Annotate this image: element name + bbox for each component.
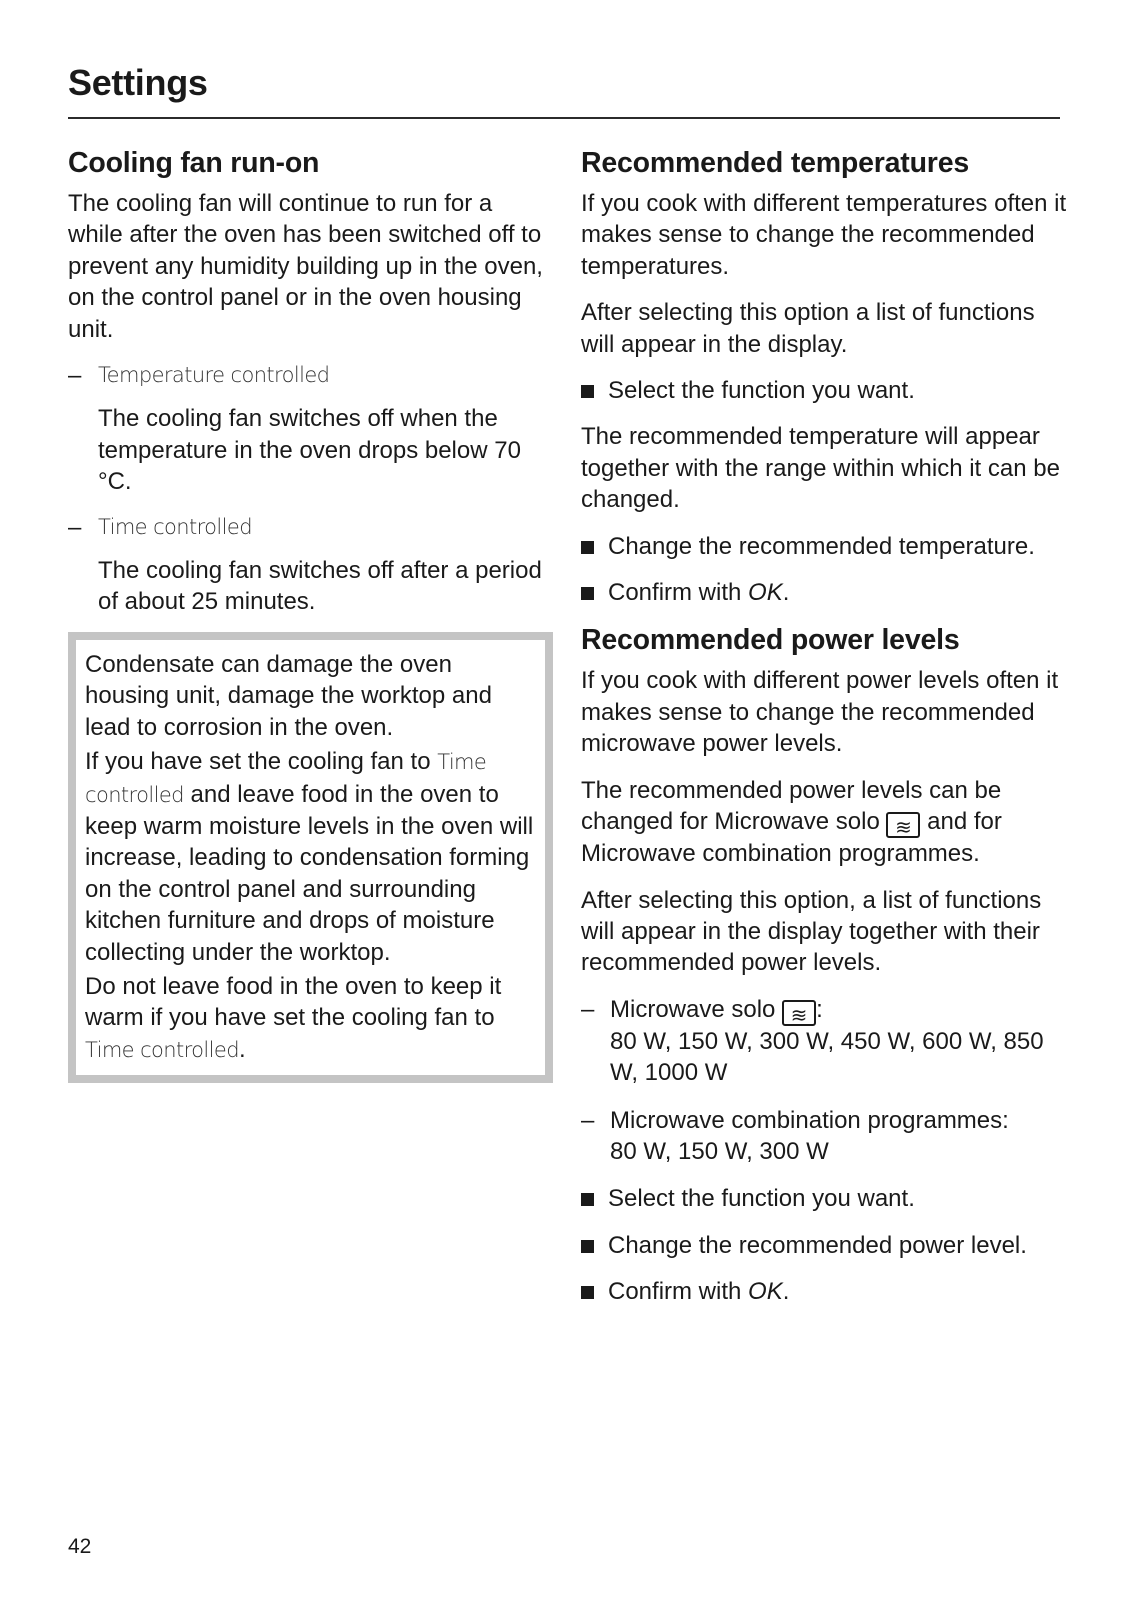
step-bullet-icon — [581, 385, 594, 398]
step-text: Change the recommended power level. — [608, 1231, 1027, 1259]
step-text: Select the function you want. — [608, 377, 915, 405]
display-term: Time controlled — [85, 750, 487, 807]
step-bullet-icon — [581, 1240, 594, 1253]
step-text: Select the function you want. — [608, 1185, 915, 1213]
step-text-part: . — [782, 1278, 790, 1306]
step-text-part: Confirm with — [608, 1278, 749, 1306]
temps-paragraph: If you cook with different temperatures often it makes sense to change the recommended temperatures. — [581, 190, 1067, 280]
option-label: Time controlled — [98, 514, 252, 539]
condensate-warning-box — [68, 632, 553, 1083]
option-label-text: Microwave solo — [610, 995, 783, 1023]
option-values: 80 W, 150 W, 300 W — [610, 1137, 829, 1165]
power-paragraph — [581, 775, 1067, 870]
option-body — [610, 994, 1067, 1089]
option-description: The cooling fan switches off when the temperature in the oven drops below 70 °C. — [98, 405, 521, 496]
page-title: Settings — [68, 62, 208, 103]
dash-marker: – — [581, 995, 595, 1023]
temps-paragraph: After selecting this option a list of functions will appear in the display. — [581, 299, 1035, 358]
warning-text — [85, 971, 535, 1066]
recommended-power-levels-heading: Recommended power levels — [581, 624, 960, 657]
cooling-fan-heading: Cooling fan run-on — [68, 147, 320, 179]
option-values: 80 W, 150 W, 300 W, 450 W, 600 W, 850 W, 1000 W — [610, 1027, 1044, 1087]
step-item — [581, 531, 1067, 562]
option-label-text: : — [816, 995, 823, 1023]
option-time-controlled — [68, 512, 553, 543]
warning-text-part: Do not leave food in the oven to keep it warm if you have set the cooling fan to — [85, 972, 502, 1032]
warning-text-part: If you have set the cooling fan to — [85, 748, 438, 776]
dash-marker: – — [68, 362, 82, 390]
microwave-combination-option — [581, 1105, 1067, 1168]
power-text-part: The recommended power levels can be changed for Microwave solo — [581, 776, 1002, 836]
microwave-solo-icon: ≋ — [782, 1000, 816, 1026]
step-text-part: . — [782, 579, 790, 607]
step-text — [608, 577, 789, 608]
option-label: Temperature controlled — [98, 363, 330, 388]
warning-text-part: . — [238, 1035, 246, 1063]
warning-text-part: and leave food in the oven to keep warm moisture levels in the oven will increase, leading to condensation forming on the control panel and surrounding kitchen furniture and drops of moisture collecting under the worktop. — [85, 780, 534, 966]
temps-paragraph: The recommended temperature will appear together with the range within which it can be changed. — [581, 423, 1060, 514]
step-item — [581, 1276, 1067, 1307]
step-bullet-icon — [581, 587, 594, 600]
step-bullet-icon — [581, 1286, 594, 1299]
title-divider — [68, 117, 1060, 119]
page-number: 42 — [68, 1535, 92, 1558]
step-item — [581, 1183, 1067, 1214]
power-paragraph: If you cook with different power levels often it makes sense to change the recommended microwave power levels. — [581, 667, 1059, 758]
display-term: Time controlled — [85, 1037, 239, 1062]
dash-marker: – — [581, 1106, 595, 1134]
step-text: Change the recommended temperature. — [608, 532, 1035, 560]
step-item — [581, 577, 1067, 608]
option-label — [610, 994, 1067, 1026]
ok-term: OK — [748, 1278, 783, 1306]
warning-text: Condensate can damage the oven housing unit, damage the worktop and lead to corrosion in the oven. — [85, 650, 492, 741]
microwave-solo-icon: ≋ — [886, 812, 920, 838]
option-body — [610, 1105, 1009, 1168]
power-text-part: and for Microwave combination programmes. — [581, 808, 1002, 868]
ok-term: OK — [748, 579, 783, 607]
cooling-fan-intro: The cooling fan will continue to run for a while after the oven has been switched off to prevent any humidity building up in the oven, on the control panel or in the oven housing unit. — [68, 190, 543, 343]
step-text — [608, 1276, 789, 1307]
right-column — [581, 142, 1067, 1323]
step-item — [581, 1230, 1067, 1261]
microwave-solo-option — [581, 994, 1067, 1089]
step-bullet-icon — [581, 541, 594, 554]
option-label: Microwave combination programmes: — [610, 1106, 1009, 1134]
option-description: The cooling fan switches off after a period of about 25 minutes. — [98, 557, 542, 616]
option-temperature-controlled — [68, 360, 553, 391]
warning-text — [85, 746, 535, 968]
dash-marker: – — [68, 513, 82, 541]
left-column — [68, 142, 553, 1083]
recommended-temperatures-heading: Recommended temperatures — [581, 147, 969, 179]
step-text-part: Confirm with — [608, 579, 749, 607]
power-paragraph: After selecting this option, a list of functions will appear in the display together with their recommended power levels. — [581, 886, 1042, 977]
step-item — [581, 375, 1067, 406]
step-bullet-icon — [581, 1193, 594, 1206]
